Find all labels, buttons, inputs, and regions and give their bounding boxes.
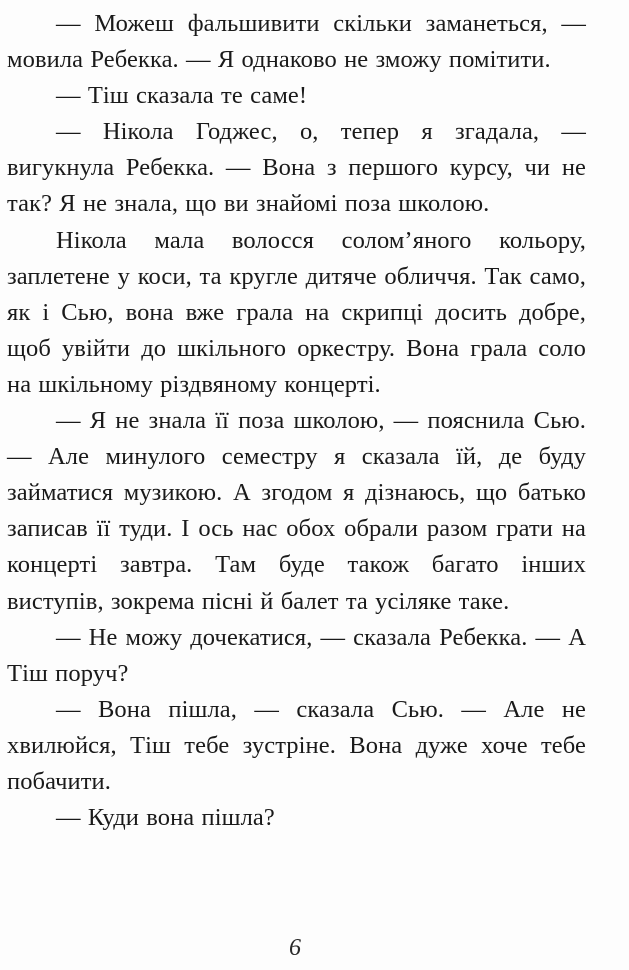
paragraph-2: — Тіш сказала те саме! [56, 82, 308, 110]
paragraph-6: — Не можу дочекатися, — сказала Ребекка. — А Тіш поруч? [7, 623, 586, 687]
paragraph-7: — Вона пішла, — сказала Сью. — Але не хвилюйся, Тіш тебе зустріне. Вона дуже хоче тебе побачити. [7, 695, 586, 795]
body-text [7, 6, 586, 836]
paragraph-8: — Куди вона пішла? [56, 804, 275, 832]
paragraph-1: — Можеш фальшивити скільки заманеться, — мовила Ребекка. — Я однаково не зможу помітити. [7, 10, 586, 74]
paragraph-3: — Нікола Годжес, о, тепер я згадала, — вигукнула Ребекка. — Вона з першого курсу, чи не так? Я не знала, що ви знайомі поза школою. [7, 118, 586, 218]
page-number: 6 [289, 935, 301, 961]
paragraph-5: — Я не знала її поза школою, — пояснила Сью. — Але минулого семестру я сказала їй, де буду займатися музикою. А згодом я дізнаюсь, що батько записав її туди. І ось нас обох обрали разом грати на концерті завтра. Там буде також багато інших виступів, зокрема пісні й балет та усіляке таке. [7, 407, 586, 615]
paragraph-4: Нікола мала волосся солом’яного кольору, заплетене у коси, та кругле дитяче обличчя. Так само, як і Сью, вона вже грала на скрипці досить добре, щоб увійти до шкільного оркестру. Вона грала соло на шкільному різдвяному концерті. [7, 226, 586, 398]
